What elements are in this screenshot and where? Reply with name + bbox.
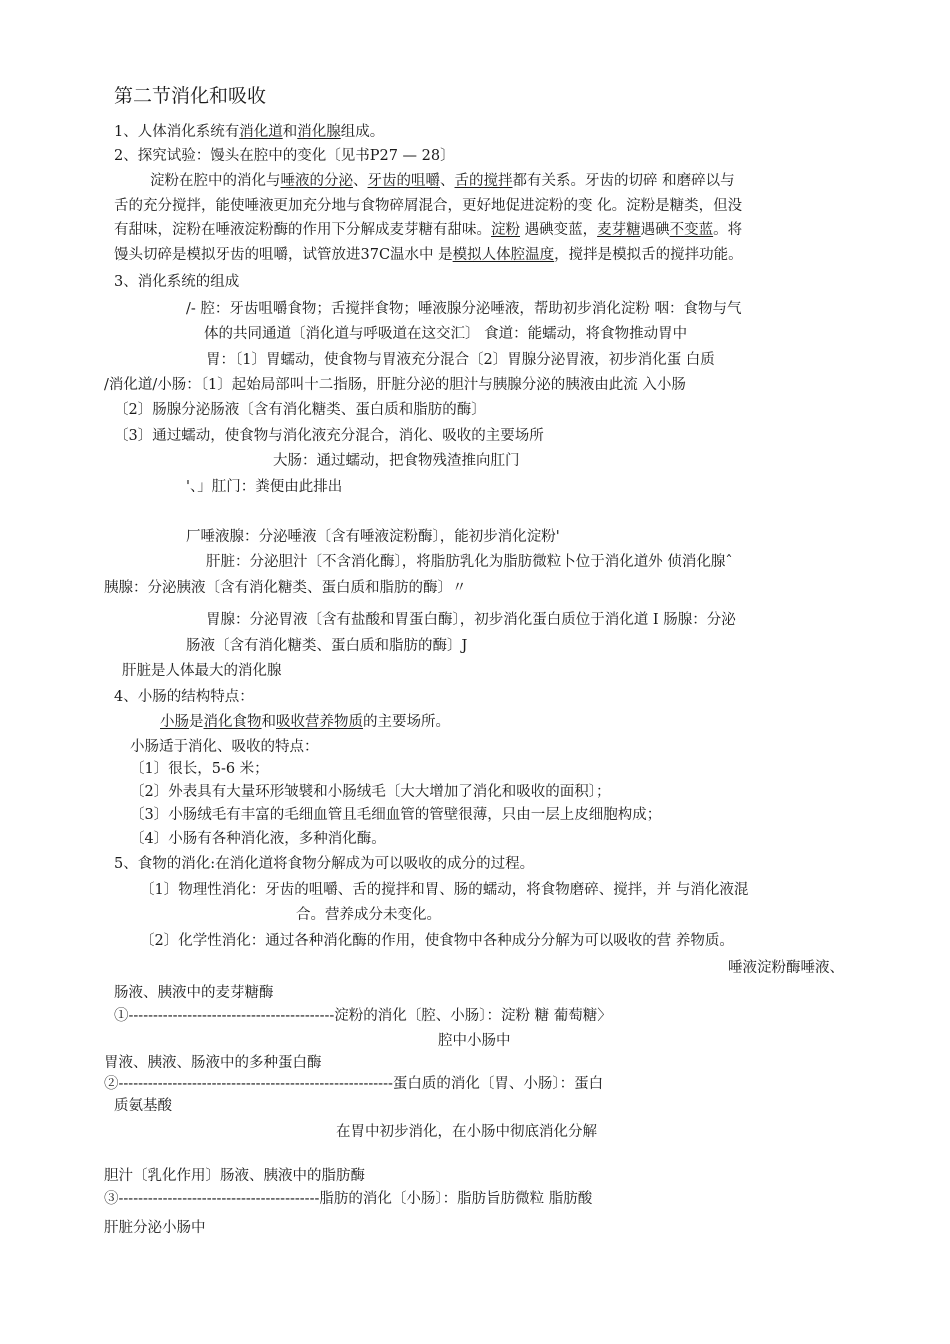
- text-line: 胰腺：分泌胰液〔含有消化糖类、蛋白质和脂肪的酶〕〃: [104, 580, 467, 596]
- text-line: 腔中小肠中: [438, 1033, 511, 1049]
- text-line: 〔2〕化学性消化：通过各种消化酶的作用，使食物中各种成分分解为可以吸收的营 养物质。: [140, 933, 734, 949]
- section-4-heading: 4、小肠的结构特点：: [114, 689, 254, 705]
- text-line: 合。营养成分未变化。: [296, 907, 441, 923]
- text: 有甜味，淀粉在唾液淀粉酶的作用下分解成麦芽糖有甜味。: [114, 222, 491, 238]
- text-line: 厂唾液腺：分泌唾液〔含有唾液淀粉酶〕，能初步消化淀粉': [186, 529, 560, 545]
- text: 和: [261, 714, 276, 730]
- text-line: 小肠适于消化、吸收的特点：: [130, 739, 319, 755]
- para-line: [114, 220, 742, 240]
- underlined-term: 唾液的分泌: [280, 173, 353, 189]
- text-line: 肝脏：分泌胆汁〔不含消化酶〕，将脂肪乳化为脂肪微粒卜位于消化道外 侦消化腺ˆ: [206, 554, 733, 570]
- text-line: 胃：〔1〕胃蠕动，使食物与胃液充分混合〔2〕胃腺分泌胃液，初步消化蛋 白质: [206, 352, 715, 368]
- text: 、: [353, 173, 368, 189]
- text: 是: [189, 714, 204, 730]
- text-line: 〔1〕很长，5-6 米；: [130, 761, 269, 777]
- text-line: 〔3〕通过蠕动，使食物与消化液充分混合，消化、吸收的主要场所: [114, 428, 544, 444]
- text-line: 体的共同通道〔消化道与呼吸道在这交汇〕 食道：能蠕动，将食物推动胃中: [204, 326, 688, 342]
- underlined-term: 消化食物: [203, 714, 262, 730]
- underlined-term: 牙齿的咀嚼: [367, 173, 440, 189]
- section-title: 第二节消化和吸收: [114, 85, 267, 107]
- underlined-term: 模拟人体腔温度: [452, 247, 555, 263]
- underlined-term: 消化腺: [297, 124, 341, 140]
- text: 淀粉在腔中的消化与: [150, 173, 281, 189]
- underlined-term: 消化道: [239, 124, 283, 140]
- text-line: 大肠：通过蠕动，把食物残渣推向肛门: [273, 453, 520, 469]
- underlined-term: 淀粉: [491, 222, 520, 238]
- text: 1、人体消化系统有: [114, 124, 240, 140]
- text-line: ③-----------------------------------------脂肪的消化〔小肠〕：脂肪旨肪微粒 脂肪酸: [104, 1191, 593, 1207]
- text: 遇碘变蓝，: [520, 222, 598, 238]
- underlined-term: 舌的搅拌: [454, 173, 513, 189]
- para-line: [114, 245, 743, 265]
- underlined-term: 麦芽糖: [597, 222, 641, 238]
- text: 组成。: [340, 124, 385, 140]
- text-line: 胃液、胰液、肠液中的多种蛋白酶: [104, 1055, 322, 1071]
- text-line: 胆汁〔乳化作用〕肠液、胰液中的脂肪酶: [104, 1168, 365, 1184]
- text: 和: [282, 124, 298, 140]
- underlined-term: 小肠: [160, 714, 189, 730]
- text: 。将: [713, 222, 743, 238]
- text-line: 胃腺：分泌胃液〔含有盐酸和胃蛋白酶〕，初步消化蛋白质位于消化道 I 肠腺：分泌: [206, 612, 736, 628]
- text-line: '、」肛门：粪便由此排出: [186, 479, 343, 495]
- text-line: 肝脏分泌小肠中: [104, 1220, 206, 1236]
- text-line: ②--------------------------------------------------------蛋白质的消化〔胃、小肠〕：蛋白: [104, 1076, 604, 1092]
- text-line: 〔1〕物理性消化：牙齿的咀嚼、舌的搅拌和胃、肠的蠕动，将食物磨碎、搅拌，并 与消化液混: [140, 882, 749, 898]
- underlined-term: 不变蓝: [669, 222, 714, 238]
- section-5-heading: 5、食物的消化:在消化道将食物分解成为可以吸收的成分的过程。: [114, 856, 535, 872]
- text-line: 〔2〕肠腺分泌肠液〔含有消化糖类、蛋白质和脂肪的酶〕: [114, 402, 486, 418]
- para-line: 舌的充分搅拌，能使唾液更加充分地与食物碎屑混合，更好地促进淀粉的变 化。淀粉是糖类，但没: [114, 198, 743, 214]
- text-line: 唾液淀粉酶唾液、: [728, 960, 844, 976]
- para-line: [150, 171, 735, 191]
- text: ，搅拌是模拟舌的搅拌功能。: [554, 247, 743, 263]
- text: 的主要场所。: [363, 714, 450, 730]
- text-line: 肝脏是人体最大的消化腺: [122, 663, 282, 679]
- text-line: /- 腔：牙齿咀嚼食物；舌搅拌食物；唾液腺分泌唾液，帮助初步消化淀粉 咽：食物与气: [186, 301, 742, 317]
- text-line: 〔3〕小肠绒毛有丰富的毛细血管且毛细血管的管壁很薄，只由一层上皮细胞构成；: [130, 807, 662, 823]
- section-3-heading: 3、消化系统的组成: [114, 274, 240, 290]
- text-line: 〔4〕小肠有各种消化液，多种消化酶。: [130, 831, 386, 847]
- text-line: 质氨基酸: [114, 1098, 172, 1114]
- text-line: [160, 712, 450, 732]
- text-line: 在胃中初步消化，在小肠中彻底消化分解: [336, 1124, 597, 1140]
- line-1: [114, 122, 384, 142]
- text: 遇碘: [640, 222, 670, 238]
- text-line: 〔2〕外表具有大量环形皱襞和小肠绒毛〔大大增加了消化和吸收的面积〕；: [130, 784, 611, 800]
- text-line: 肠液、胰液中的麦芽糖酶: [114, 985, 274, 1001]
- text: 都有关系。牙齿的切碎 和磨碎以与: [512, 173, 735, 189]
- line-2: 2、探究试验：馒头在腔中的变化〔见书P27 — 28〕: [114, 148, 455, 164]
- underlined-term: 吸收营养物质: [276, 714, 363, 730]
- text-line: ①------------------------------------------淀粉的消化〔腔、小肠〕：淀粉 糖 葡萄糖〉: [114, 1008, 612, 1024]
- text-line: 肠液〔含有消化糖类、蛋白质和脂肪的酶〕J: [186, 638, 468, 654]
- text: 、: [440, 173, 455, 189]
- text-line: /消化道/小肠：〔1〕起始局部叫十二指肠，肝脏分泌的胆汁与胰腺分泌的胰液由此流 入小肠: [104, 377, 686, 393]
- text: 馒头切碎是模拟牙齿的咀嚼，试管放进37C温水中 是: [114, 247, 453, 263]
